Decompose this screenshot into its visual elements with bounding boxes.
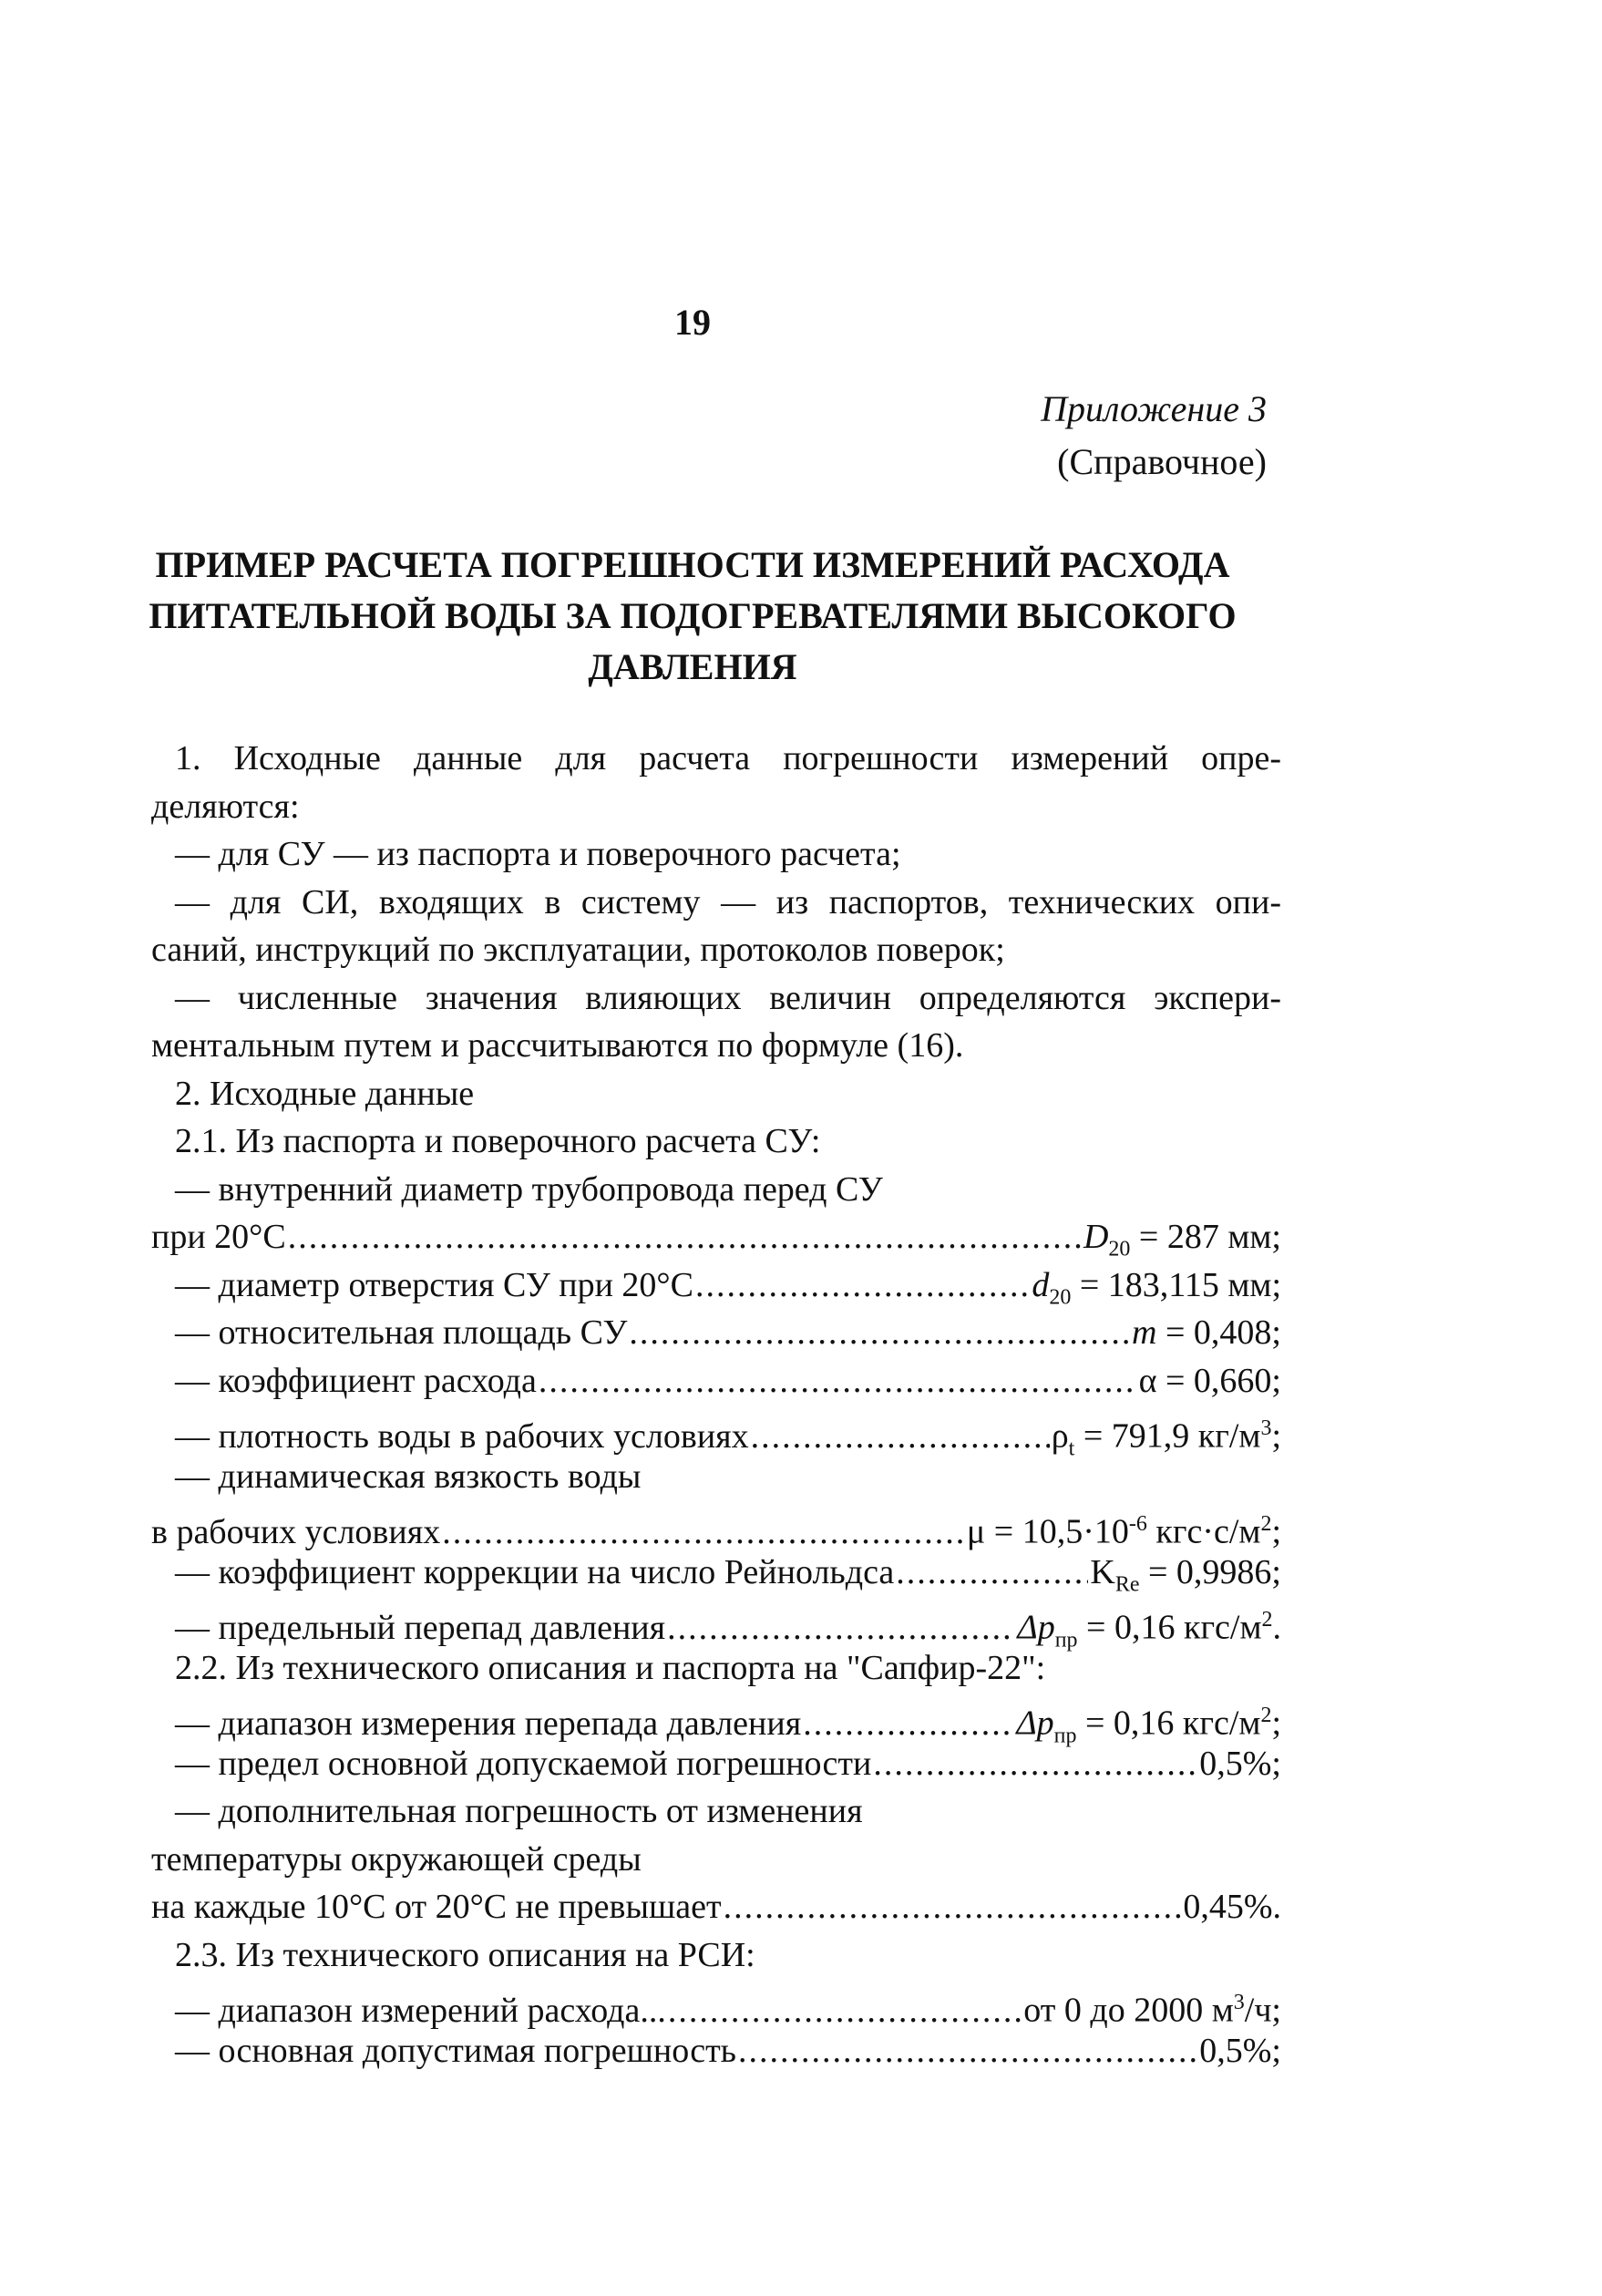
row-value: $K_{Re} = 0,9986$; <box>1090 1552 1281 1597</box>
row-value: $\mu = 10,5\cdot 10^{-6}$ $кгс\cdot с/м^2$; <box>966 1512 1281 1551</box>
row-value: m = 0,408; <box>1132 1313 1281 1352</box>
section-2-heading: 2. Исходные данные <box>175 1074 475 1113</box>
leader-dots <box>738 2027 1197 2075</box>
document-body <box>151 735 1281 2075</box>
row-label: — плотность воды в рабочих условиях <box>175 1416 749 1456</box>
row-value: $D_{20} = 287$ мм; <box>1083 1218 1281 1261</box>
leader-dots <box>695 1261 1030 1310</box>
row-value: $\Delta p_{пр} = 0,16$ кгс/$м^2$; <box>1016 1704 1281 1748</box>
main-error-row <box>151 2027 1281 2075</box>
row-label: — предельный перепад давления <box>175 1608 666 1647</box>
row-label: — диапазон измерений расхода... <box>175 1991 666 2030</box>
row-value: $d_{20} = 183,115$ мм; <box>1032 1265 1281 1310</box>
row-value: 0,45%. <box>1183 1888 1281 1926</box>
title-line-2: ПИТАТЕЛЬНОЙ ВОДЫ ЗА ПОДОГРЕВАТЕЛЯМИ ВЫСОКОГО <box>149 595 1237 636</box>
water-density-row <box>151 1405 1281 1461</box>
additional-error-line-2: температуры окружающей среды <box>151 1839 642 1879</box>
bullet-values-line-1: — численные значения влияющих величин определяются экспери- <box>175 978 1281 1017</box>
row-label: — коэффициент коррекции на число Рейнольдса <box>175 1552 895 1591</box>
bullet-su: — для СУ — из паспорта и поверочного расчета; <box>175 835 901 873</box>
appendix-label: Приложение 3 <box>1041 388 1267 429</box>
document-title <box>91 540 1294 693</box>
leader-dots <box>629 1309 1130 1357</box>
section-2-2-heading: 2.2. Из технического описания и паспорта на "Сапфир-22": <box>175 1648 1046 1687</box>
bullet-values-line-2: ментальным путем и рассчитываются по формуле (16). <box>151 1026 964 1065</box>
row-label: — предел основной допускаемой погрешности <box>175 1744 872 1783</box>
paragraph-1-line-2: деляются: <box>151 787 300 826</box>
reynolds-correction-row <box>151 1549 1281 1597</box>
row-label: в рабочих условиях <box>151 1512 441 1551</box>
row-label: — относительная площадь СУ <box>175 1313 628 1352</box>
viscosity-label: — динамическая вязкость воды <box>175 1457 642 1496</box>
leader-dots <box>288 1213 1082 1261</box>
row-label: — основная допустимая погрешность <box>175 2031 737 2070</box>
pipe-diameter-row <box>151 1213 1281 1261</box>
section-2-1-heading: 2.1. Из паспорта и поверочного расчета СУ: <box>175 1122 821 1160</box>
basic-error-row <box>151 1740 1281 1788</box>
pipe-diameter-label: — внутренний диаметр трубопровода перед СУ <box>175 1169 883 1209</box>
title-line-1: ПРИМЕР РАСЧЕТА ПОГРЕШНОСТИ ИЗМЕРЕНИЙ РАСХОДА <box>155 544 1230 585</box>
additional-error-line-1: — дополнительная погрешность от изменения <box>175 1792 863 1830</box>
row-value: от 0 до 2000 $м^3/ч$; <box>1023 1991 1281 2030</box>
row-value: $\Delta p_{пр} = 0,16$ кгс/$м^2$. <box>1017 1608 1281 1653</box>
row-value: 0,5%; <box>1199 1744 1281 1783</box>
title-line-3: ДАВЛЕНИЯ <box>588 646 797 687</box>
limit-pressure-drop-row <box>151 1596 1281 1653</box>
row-value: $\rho_t = 791,9$ $кг/м^3$; <box>1051 1416 1281 1461</box>
bullet-si-line-1: — для СИ, входящих в систему — из паспортов, технических опи- <box>175 882 1281 921</box>
row-value: 0,5%; <box>1199 2031 1281 2070</box>
row-label: — коэффициент расхода <box>175 1361 537 1400</box>
leader-dots <box>539 1357 1137 1405</box>
additional-error-row <box>151 1883 1281 1931</box>
leader-dots <box>751 1413 1050 1461</box>
paragraph-1-line-1: 1. Исходные данные для расчета погрешности измерений опре- <box>175 739 1281 777</box>
appendix-header <box>1041 383 1267 489</box>
leader-dots <box>724 1883 1182 1931</box>
bullet-si-line-2: саний, инструкций по эксплуатации, протоколов поверок; <box>151 931 1005 969</box>
page-number: 19 <box>674 302 711 343</box>
row-value: α = 0,660; <box>1138 1361 1281 1400</box>
viscosity-row <box>151 1500 1281 1549</box>
row-label: — диапазон измерения перепада давления <box>175 1704 802 1743</box>
section-2-3-heading: 2.3. Из технического описания на РСИ: <box>175 1935 755 1974</box>
row-label: на каждые 10°С от 20°С не превышает <box>151 1888 722 1926</box>
leader-dots <box>896 1549 1088 1597</box>
orifice-diameter-row <box>151 1261 1281 1310</box>
flow-coefficient-row <box>151 1357 1281 1405</box>
row-label: — диаметр отверстия СУ при 20°С <box>175 1265 693 1304</box>
flow-range-row <box>151 1979 1281 2030</box>
leader-dots <box>873 1740 1197 1788</box>
pressure-range-row <box>151 1692 1281 1748</box>
appendix-type: (Справочное) <box>1057 441 1267 482</box>
relative-area-row <box>151 1309 1281 1357</box>
row-label: при 20°С <box>151 1218 286 1256</box>
